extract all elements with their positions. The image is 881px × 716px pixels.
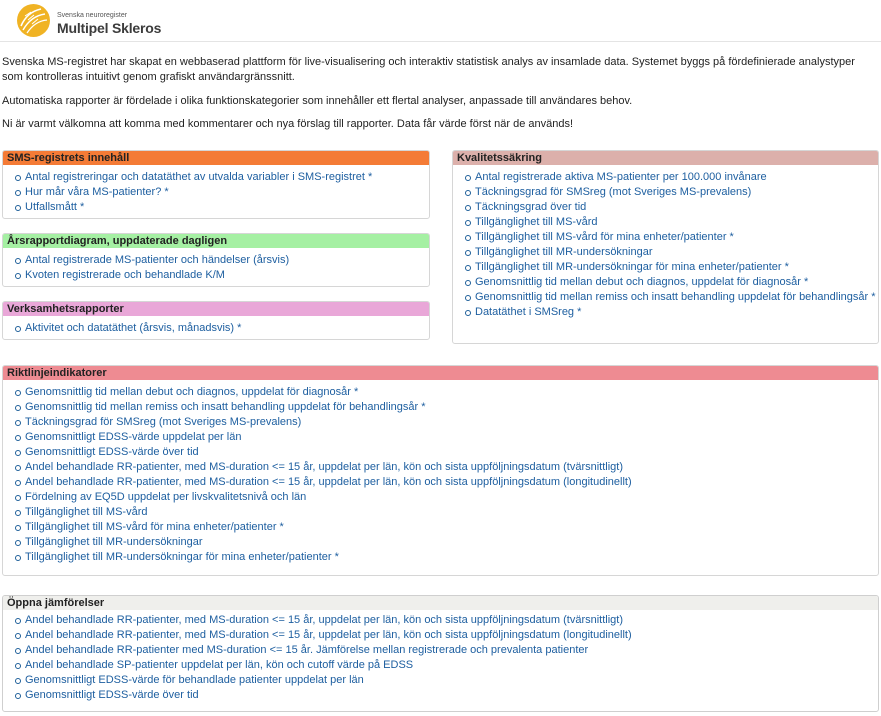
report-list-item <box>453 230 878 245</box>
report-list-item <box>3 430 878 445</box>
site-logo[interactable] <box>17 4 162 38</box>
report-link[interactable]: Tillgänglighet till MR-undersökningar <box>475 246 653 258</box>
report-list-item <box>453 305 878 320</box>
report-list-item <box>3 643 878 658</box>
report-link[interactable]: Täckningsgrad för SMSreg (mot Sveriges MS-prevalens) <box>25 416 302 428</box>
report-list-item <box>3 268 429 283</box>
report-list-item <box>3 613 878 628</box>
report-list-item <box>453 185 878 200</box>
report-list-item <box>3 535 878 550</box>
report-list-item <box>3 185 429 200</box>
report-list-item <box>453 290 878 305</box>
report-link[interactable]: Antal registrerade MS-patienter och händelser (årsvis) <box>25 254 290 266</box>
logo-emblem-icon <box>17 4 50 37</box>
panel-annual-report <box>2 233 430 287</box>
report-link[interactable]: Datatäthet i SMSreg * <box>475 306 582 318</box>
report-link[interactable]: Andel behandlade RR-patienter, med MS-duration <= 15 år, uppdelat per län, kön och sista uppföljningsdatum (tvärsnittligt) <box>25 461 624 473</box>
report-link[interactable]: Tillgänglighet till MS-vård för mina enheter/patienter * <box>475 231 734 243</box>
panel-title: SMS-registrets innehåll <box>3 151 429 165</box>
report-link[interactable]: Tillgänglighet till MS-vård för mina enheter/patienter * <box>25 521 284 533</box>
report-link[interactable]: Tillgänglighet till MS-vård <box>475 216 598 228</box>
report-link[interactable]: Genomsnittligt EDSS-värde över tid <box>25 446 199 458</box>
panel-guideline-indicators <box>2 365 879 576</box>
report-list-item <box>453 200 878 215</box>
report-list-item <box>3 673 878 688</box>
report-link[interactable]: Andel behandlade RR-patienter med MS-duration <= 15 år. Jämförelse mellan registrerade och prevalenta patienter <box>25 644 589 656</box>
report-list-item <box>3 385 878 400</box>
report-link[interactable]: Genomsnittlig tid mellan debut och diagnos, uppdelat för diagnosår * <box>475 276 809 288</box>
report-link[interactable]: Genomsnittligt EDSS-värde för behandlade patienter uppdelat per län <box>25 674 364 686</box>
report-list-item <box>453 245 878 260</box>
panel-title: Årsrapportdiagram, uppdaterade dagligen <box>3 234 429 248</box>
report-list-item <box>3 253 429 268</box>
report-link[interactable]: Täckningsgrad för SMSreg (mot Sveriges MS-prevalens) <box>475 186 752 198</box>
report-link[interactable]: Utfallsmått * <box>25 201 85 213</box>
report-link[interactable]: Genomsnittligt EDSS-värde uppdelat per län <box>25 431 242 443</box>
report-link[interactable]: Tillgänglighet till MR-undersökningar <box>25 536 203 548</box>
report-list <box>3 248 429 283</box>
panel-operations-reports <box>2 301 430 340</box>
report-list-item <box>3 321 429 336</box>
panel-quality-assurance <box>452 150 879 344</box>
logo-title: Multipel Skleros <box>57 20 162 36</box>
report-link[interactable]: Aktivitet och datatäthet (årsvis, månadsvis) * <box>25 322 242 334</box>
report-list-item <box>3 460 878 475</box>
panel-title: Öppna jämförelser <box>3 596 878 610</box>
report-list-item <box>3 415 878 430</box>
intro-paragraph: Automatiska rapporter är fördelade i olika funktionskategorier som innehåller ett flertal analyser, anpassade till användares behov. <box>2 95 633 107</box>
report-list-item <box>453 260 878 275</box>
report-link[interactable]: Genomsnittlig tid mellan remiss och insatt behandling uppdelat för behandlingsår * <box>25 401 426 413</box>
report-list-item <box>453 275 878 290</box>
report-link[interactable]: Genomsnittlig tid mellan remiss och insatt behandling uppdelat för behandlingsår * <box>475 291 876 303</box>
report-list <box>453 165 878 320</box>
report-list-item <box>3 550 878 565</box>
panel-sms-content <box>2 150 430 219</box>
report-list-item <box>3 400 878 415</box>
report-list-item <box>3 688 878 703</box>
report-link[interactable]: Antal registrerade aktiva MS-patienter per 100.000 invånare <box>475 171 767 183</box>
report-link[interactable]: Andel behandlade RR-patienter, med MS-duration <= 15 år, uppdelat per län, kön och sista uppföljningsdatum (longitudinellt) <box>25 476 632 488</box>
intro-paragraph: Ni är varmt välkomna att komma med kommentarer och nya förslag till rapporter. Data får värde först när de används! <box>2 118 574 130</box>
report-link[interactable]: Genomsnittlig tid mellan debut och diagnos, uppdelat för diagnosår * <box>25 386 359 398</box>
report-list-item <box>3 658 878 673</box>
report-list <box>3 380 878 565</box>
panel-title: Verksamhetsrapporter <box>3 302 429 316</box>
report-list <box>3 165 429 215</box>
report-link[interactable]: Tillgänglighet till MR-undersökningar för mina enheter/patienter * <box>475 261 789 273</box>
report-link[interactable]: Antal registreringar och datatäthet av utvalda variabler i SMS-registret * <box>25 171 373 183</box>
report-list <box>3 316 429 336</box>
report-link[interactable]: Kvoten registrerade och behandlade K/M <box>25 269 225 281</box>
report-link[interactable]: Genomsnittligt EDSS-värde över tid <box>25 689 199 701</box>
panel-open-comparisons <box>2 595 879 712</box>
report-list-item <box>3 170 429 185</box>
report-link[interactable]: Tillgänglighet till MR-undersökningar för mina enheter/patienter * <box>25 551 339 563</box>
report-list-item <box>3 200 429 215</box>
report-list-item <box>3 520 878 535</box>
report-list-item <box>3 475 878 490</box>
report-list <box>3 610 878 703</box>
report-link[interactable]: Andel behandlade RR-patienter, med MS-duration <= 15 år, uppdelat per län, kön och sista uppföljningsdatum (longitudinellt) <box>25 629 632 641</box>
report-link[interactable]: Fördelning av EQ5D uppdelat per livskvalitetsnivå och län <box>25 491 307 503</box>
report-list-item <box>3 490 878 505</box>
site-header <box>0 0 881 42</box>
logo-subtitle: Svenska neuroregister <box>57 12 128 19</box>
panel-title: Riktlinjeindikatorer <box>3 366 878 380</box>
report-list-item <box>453 170 878 185</box>
report-list-item <box>3 445 878 460</box>
report-link[interactable]: Andel behandlade SP-patienter uppdelat per län, kön och cutoff värde på EDSS <box>25 659 414 671</box>
report-link[interactable]: Täckningsgrad över tid <box>475 201 587 213</box>
report-link[interactable]: Andel behandlade RR-patienter, med MS-duration <= 15 år, uppdelat per län, kön och sista uppföljningsdatum (tvärsnittligt) <box>25 614 624 626</box>
report-list-item <box>3 505 878 520</box>
report-list-item <box>453 215 878 230</box>
panel-title: Kvalitetssäkring <box>453 151 878 165</box>
report-list-item <box>3 628 878 643</box>
report-link[interactable]: Hur mår våra MS-patienter? * <box>25 186 169 198</box>
report-link[interactable]: Tillgänglighet till MS-vård <box>25 506 148 518</box>
intro-paragraph: Svenska MS-registret har skapat en webbaserad plattform för live-visualisering och interaktiv statistisk analys av insamlade data. Systemet byggs på fördefinierade analystyper som kontrolleras intuitivt genom grafiskt användargränssnitt. <box>2 56 855 83</box>
